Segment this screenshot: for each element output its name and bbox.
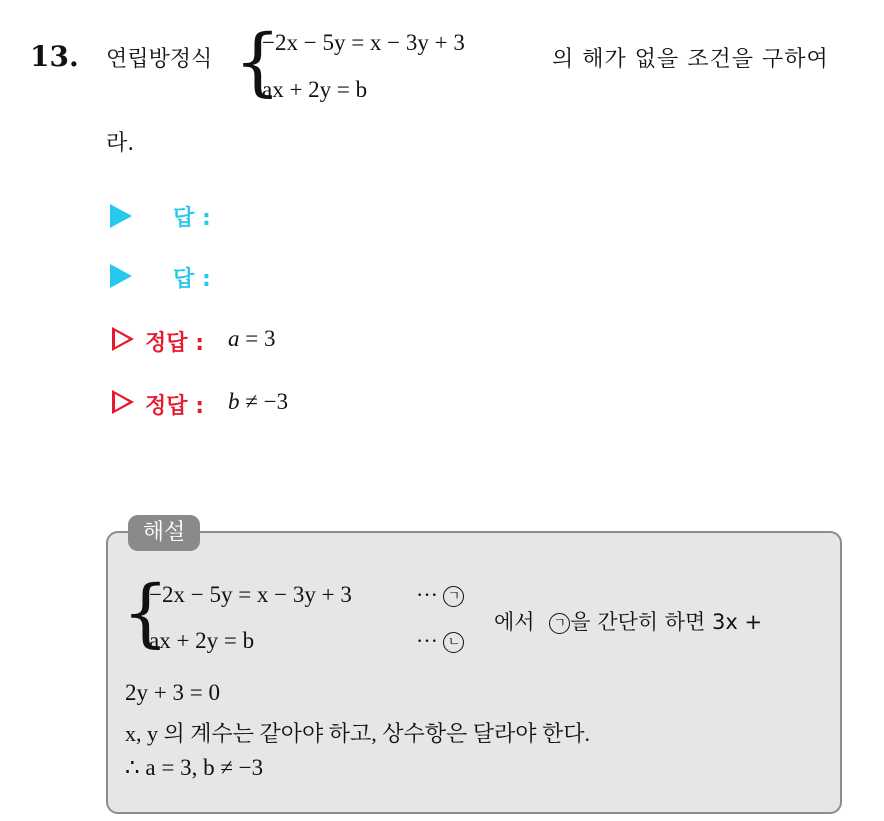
correct-label-text: 정답	[145, 394, 188, 419]
correct-label	[145, 389, 204, 420]
correct-colon: :	[195, 394, 204, 419]
correct-colon: :	[195, 331, 204, 356]
question-equation-2: ax + 2y = b	[262, 77, 368, 102]
correct-label-text: 정답	[145, 331, 188, 356]
ellipsis: ···	[416, 582, 438, 607]
correct-row	[112, 390, 134, 414]
correct-value: a = 3	[228, 326, 276, 351]
answer-colon: :	[201, 267, 211, 292]
answer-label-text: 답	[173, 267, 195, 292]
circled-mark-1-icon: ㄱ	[549, 613, 570, 634]
outline-arrow-icon	[112, 327, 134, 351]
answer-label-text: 답	[173, 206, 195, 231]
answer-row	[110, 264, 132, 288]
answer-colon: :	[201, 206, 211, 231]
correct-value: b ≠ −3	[228, 389, 289, 414]
explanation-equation-1: −2x − 5y = x − 3y + 3	[149, 582, 352, 607]
equation-1-tag	[416, 582, 464, 608]
explanation-mid-text	[494, 606, 762, 636]
correct-row	[112, 327, 134, 351]
answer-label	[173, 201, 211, 232]
question-number: 13.	[30, 40, 79, 73]
explanation-system-brace: {	[122, 570, 170, 656]
mid-text-part-2: 을 간단히 하면 3x +	[570, 610, 763, 634]
equation-2-tag	[416, 628, 464, 654]
question-equation-1: −2x − 5y = x − 3y + 3	[262, 30, 465, 55]
explanation-equation-2: ax + 2y = b	[149, 628, 255, 653]
explanation-line-3: x, y 의 계수는 같아야 하고, 상수항은 달라야 한다.	[125, 721, 591, 746]
explanation-tag: 해설	[128, 515, 200, 551]
answer-label	[173, 262, 211, 293]
circled-mark-2-icon: ㄴ	[443, 632, 464, 653]
question-suffix-line-2: 라.	[106, 131, 135, 156]
explanation-line-4: ∴ a = 3, b ≠ −3	[125, 755, 264, 780]
play-arrow-icon	[110, 264, 132, 288]
question-suffix-line-1: 의 해가 없을 조건을 구하여	[552, 47, 829, 72]
ellipsis: ···	[416, 628, 438, 653]
circled-mark-1-icon: ㄱ	[443, 586, 464, 607]
answer-row	[110, 204, 132, 228]
play-arrow-icon	[110, 204, 132, 228]
outline-arrow-icon	[112, 390, 134, 414]
question-prefix: 연립방정식	[106, 47, 213, 72]
correct-label	[145, 326, 204, 357]
mid-text-part-1: 에서	[494, 610, 535, 634]
explanation-line-2: 2y + 3 = 0	[125, 680, 220, 705]
system-brace: {	[234, 19, 282, 105]
